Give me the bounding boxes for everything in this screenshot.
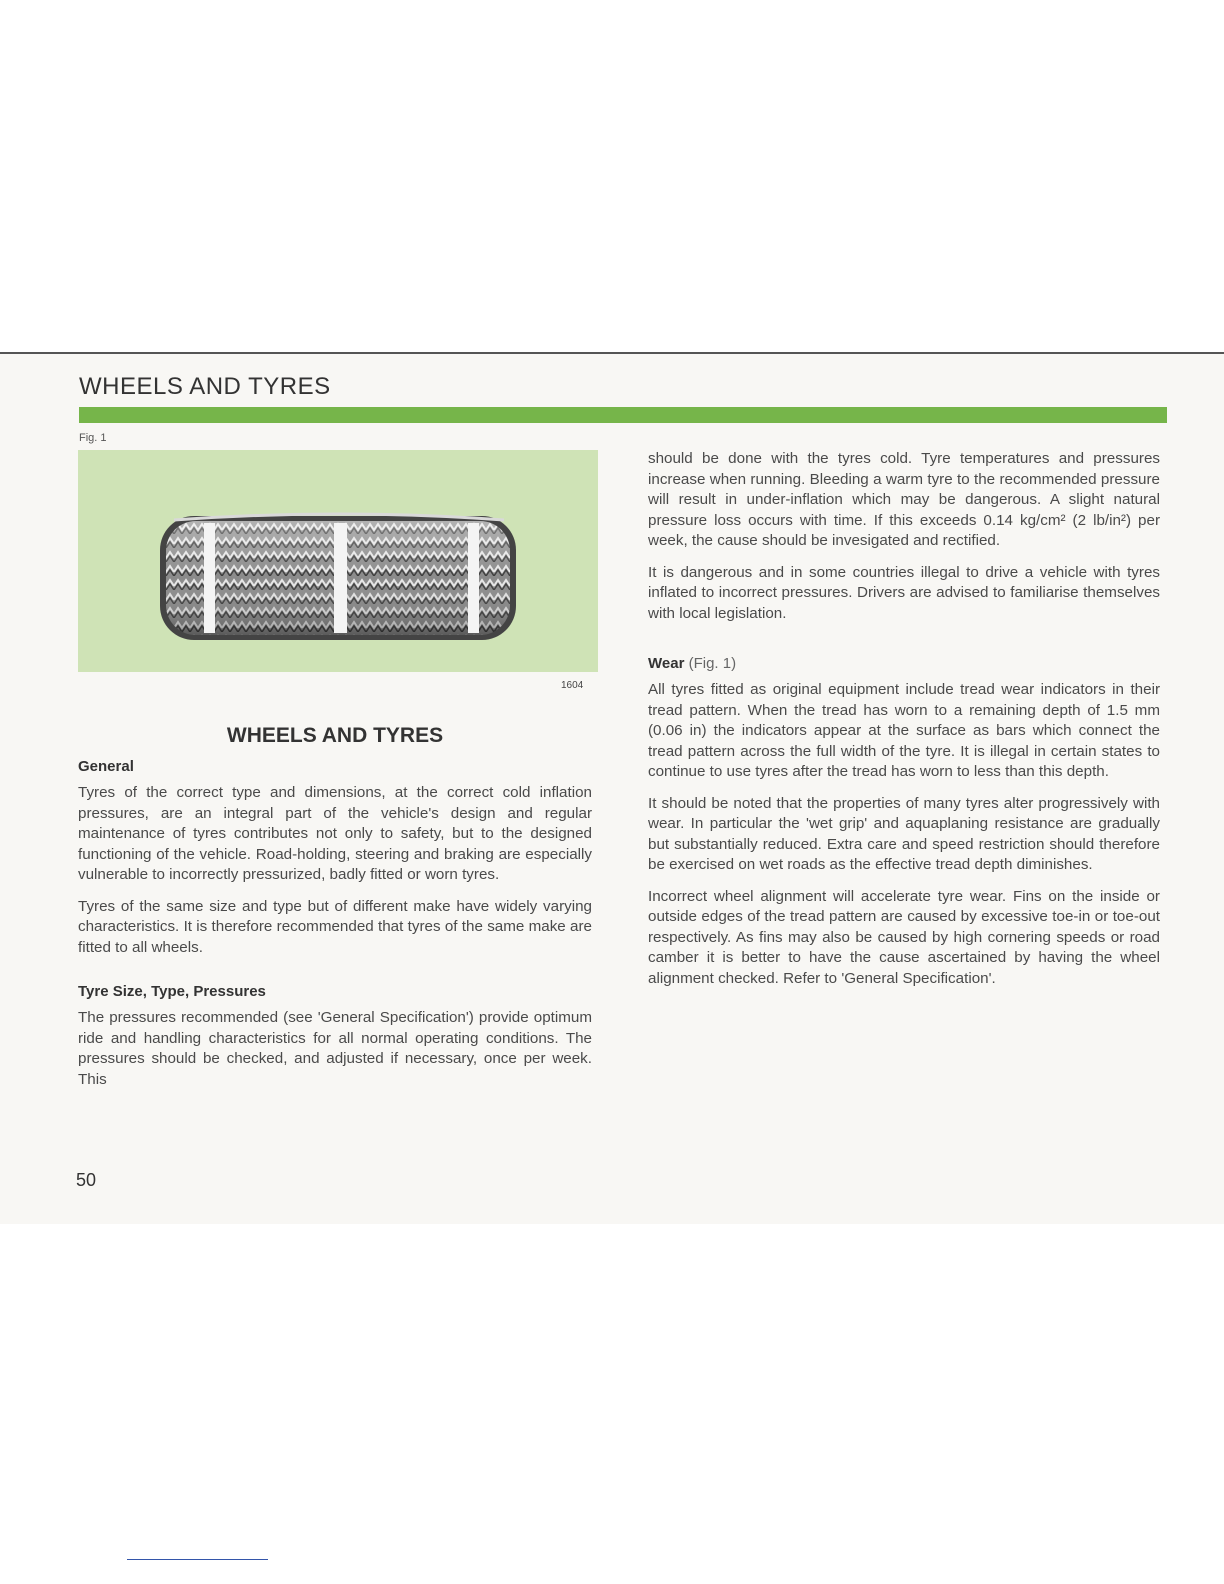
figure-code: 1604 [561, 680, 584, 691]
figure-label: Fig. 1 [79, 432, 107, 444]
general-heading: General [78, 758, 134, 775]
general-paragraph-1: Tyres of the correct type and dimensions, at the correct cold inflation pressures, are an integral part of the vehicle's design and regular maintenance of tyres contributes not only to safety, but to the designed functioning of the vehicle. Road-holding, steering and braking are especially vulnerable to incorrectly pressurized, badly fitted or worn tyres. [78, 784, 592, 883]
general-paragraph-2: Tyres of the same size and type but of different make have widely varying characteristics. It is therefore recommended that tyres of the same make are fitted to all wheels. [78, 897, 592, 956]
tyre-tread-icon [78, 450, 598, 672]
wear-paragraph-1: All tyres fitted as original equipment include tread wear indicators in their tread pattern. When the tread has worn to a remaining depth of 1.5 mm (0.06 in) the indicators appear at the surface as bars which connect the tread pattern across the full width of the tyre. It is illegal in certain states to continue to use tyres after the tread has worn to less than this depth. [648, 681, 1160, 780]
bottom-rule [127, 1559, 268, 1560]
wear-heading [648, 655, 1160, 672]
continued-paragraph-1: should be done with the tyres cold. Tyre temperatures and pressures increase when running. Bleeding a warm tyre to the recommended pressure will result in under-inflation which may be dangerous. A slight natural pressure loss occurs with time. If this exceeds 0.14 kg/cm² (2 lb/in²) per week, the cause should be invesigated and rectified. [648, 450, 1160, 549]
continued-paragraph-2: It is dangerous and in some countries illegal to drive a vehicle with tyres inflated to incorrect pressures. Drivers are advised to familiarise themselves with local legislation. [648, 563, 1160, 622]
wear-heading-text: Wear [648, 655, 685, 672]
right-column [648, 449, 1160, 1000]
wear-figure-ref: (Fig. 1) [688, 655, 737, 672]
section-header: WHEELS AND TYRES [79, 373, 331, 400]
tyre-paragraph-1: The pressures recommended (see 'General Specification') provide optimum ride and handling characteristics for all normal operating conditions. The pressures should be checked, and adjusted if necessary, once per week. This [78, 1009, 592, 1088]
figure-panel [78, 450, 598, 672]
tyre-size-heading: Tyre Size, Type, Pressures [78, 983, 266, 1000]
wear-paragraph-3: Incorrect wheel alignment will accelerate tyre wear. Fins on the inside or outside edges of the tread pattern are caused by excessive toe-in or toe-out respectively. As fins may also be caused by high cornering speeds or road camber it is better to have the cause ascertained by having the wheel alignment checked. Refer to 'General Specification'. [648, 887, 1160, 987]
wear-paragraph-2: It should be noted that the properties of many tyres alter progressively with wear. In particular the 'wet grip' and aquaplaning resistance are gradually but substantially reduced. Extra care and speed restriction should therefore be exercised on wet roads as the effective tread depth diminishes. [648, 794, 1160, 873]
page-number: 50 [76, 1170, 97, 1190]
left-column [78, 724, 592, 1101]
header-accent-bar [79, 407, 1167, 423]
main-title: WHEELS AND TYRES [226, 724, 444, 747]
